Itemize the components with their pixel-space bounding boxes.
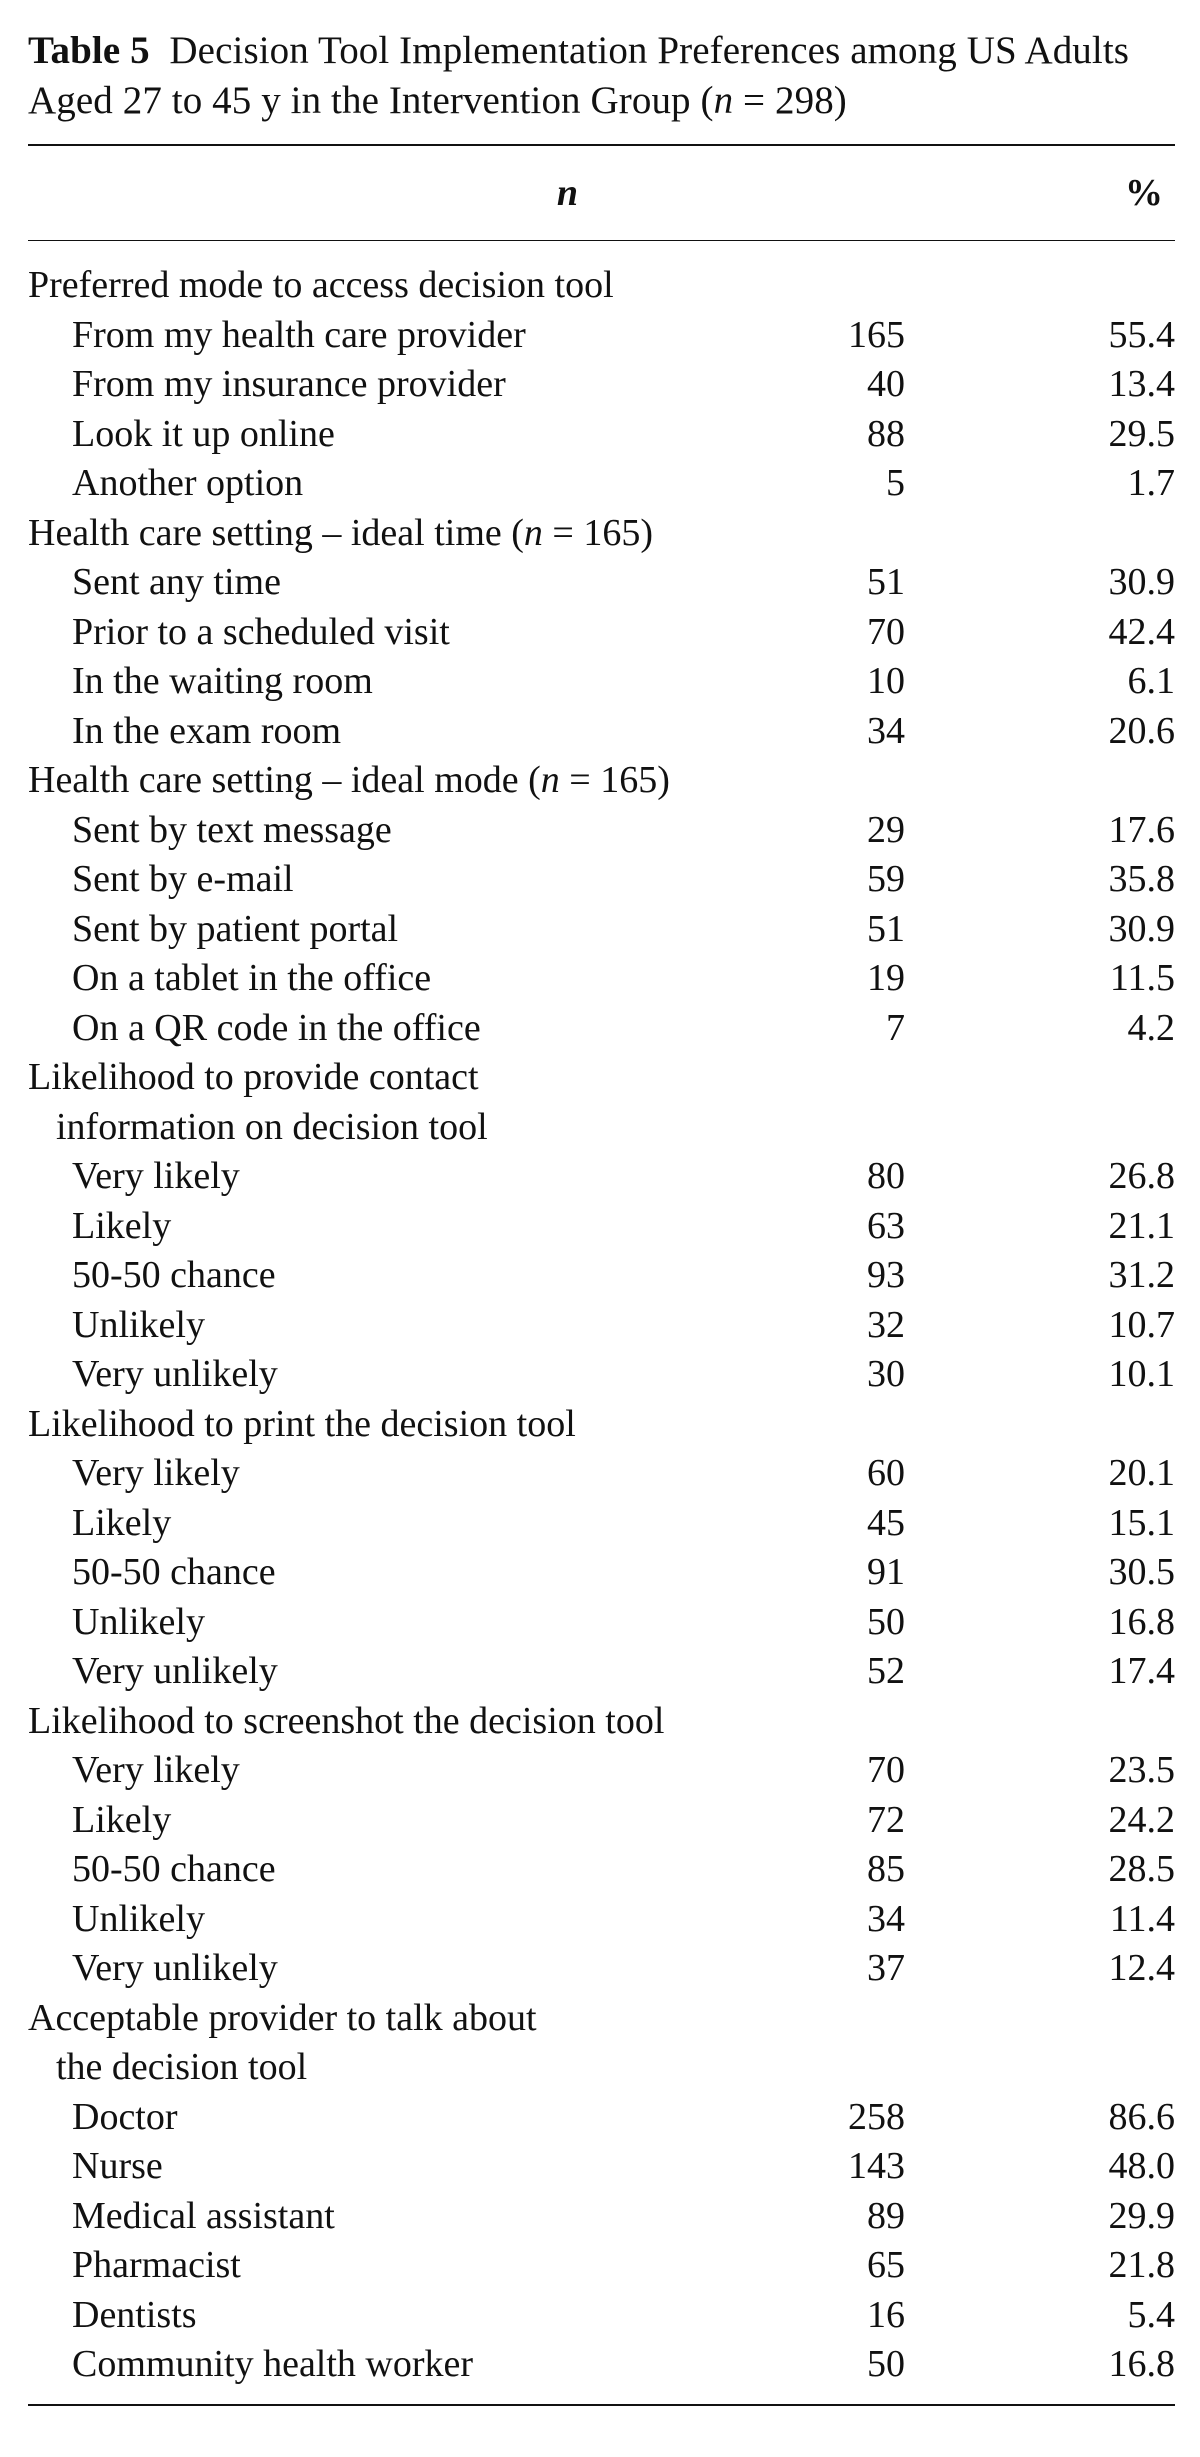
row-n: 65: [867, 2244, 905, 2286]
body-bottom-spacer: [28, 2390, 1175, 2404]
section-title: Likelihood to print the decision tool: [28, 1402, 576, 1445]
row-percent: 10.7: [1108, 1303, 1175, 1346]
row-percent: 15.1: [1108, 1501, 1175, 1544]
table-row: [28, 855, 1175, 905]
row-n: 34: [867, 709, 905, 752]
row-n: 88: [867, 412, 905, 455]
row-n: 89: [867, 2194, 905, 2237]
row-n: 143: [848, 2145, 905, 2187]
row-n: 52: [867, 1650, 905, 1692]
row-percent: 30.5: [1108, 1551, 1175, 1593]
row-percent: 29.9: [1108, 2194, 1175, 2237]
row-label: Nurse: [72, 2145, 163, 2187]
row-label: Sent any time: [72, 561, 281, 603]
section-title-part2: = 165): [542, 511, 654, 554]
row-percent: 31.2: [1108, 1254, 1175, 1296]
row-n: 7: [886, 1006, 905, 1049]
row-n: 5: [886, 462, 905, 504]
row-percent: 21.8: [1108, 2244, 1175, 2286]
row-percent: 16.8: [1108, 1600, 1175, 1643]
section-title-continuation-row: [28, 1103, 1175, 1153]
table-row: [28, 1202, 1175, 1252]
row-percent: 20.1: [1108, 1452, 1175, 1494]
row-percent: 12.4: [1108, 1947, 1175, 1989]
row-n: 34: [867, 1897, 905, 1940]
row-n: 45: [867, 1501, 905, 1544]
table-row: [28, 2291, 1175, 2341]
row-n: 70: [867, 1749, 905, 1791]
row-percent: 35.8: [1108, 858, 1175, 900]
table-row: [28, 1004, 1175, 1054]
table-row: [28, 1647, 1175, 1697]
row-percent: 5.4: [1127, 2293, 1175, 2336]
row-label: From my insurance provider: [72, 363, 506, 405]
table-row: [28, 1301, 1175, 1351]
row-label: Very unlikely: [72, 1947, 278, 1989]
row-n: 93: [867, 1254, 905, 1296]
row-label: 50-50 chance: [72, 1848, 276, 1890]
table-row: [28, 2093, 1175, 2143]
row-label: On a QR code in the office: [72, 1006, 481, 1049]
table-row: [28, 558, 1175, 608]
row-n: 37: [867, 1947, 905, 1989]
row-label: On a tablet in the office: [72, 957, 432, 999]
header-percent-column: %: [1125, 172, 1163, 214]
row-percent: 4.2: [1127, 1006, 1175, 1049]
row-label: Very likely: [72, 1749, 240, 1791]
section-title: Preferred mode to access decision tool: [28, 264, 614, 306]
table-row: [28, 954, 1175, 1004]
row-percent: 48.0: [1108, 2145, 1175, 2187]
row-n: 91: [867, 1551, 905, 1593]
section-title-n: n: [523, 511, 543, 554]
table-row: [28, 1944, 1175, 1994]
row-n: 85: [867, 1848, 905, 1890]
bottom-rule: [28, 2404, 1175, 2406]
row-percent: 21.1: [1108, 1204, 1175, 1247]
row-n: 19: [867, 957, 905, 999]
row-n: 50: [867, 2343, 905, 2385]
row-n: 10: [867, 660, 905, 702]
row-label: Very unlikely: [72, 1650, 278, 1692]
row-label: Very unlikely: [72, 1353, 278, 1395]
row-n: 80: [867, 1155, 905, 1197]
row-percent: 86.6: [1108, 2095, 1175, 2138]
header-row: [28, 146, 1175, 240]
table-row: [28, 1350, 1175, 1400]
row-label: Community health worker: [72, 2343, 474, 2385]
row-label: Likely: [72, 1798, 172, 1841]
section-title-continuation-row: [28, 2043, 1175, 2093]
table-row: [28, 1598, 1175, 1648]
row-n: 29: [867, 808, 905, 851]
row-n: 50: [867, 1600, 905, 1643]
table-row: [28, 1746, 1175, 1796]
section-title: Acceptable provider to talk about: [28, 1996, 537, 2039]
section-title-part1: Health care setting – ideal time (: [28, 511, 524, 554]
row-n: 51: [867, 561, 905, 603]
row-label: 50-50 chance: [72, 1551, 276, 1593]
row-label: Look it up online: [72, 412, 335, 455]
row-n: 30: [867, 1353, 905, 1395]
row-n: 32: [867, 1303, 905, 1346]
row-label: From my health care provider: [72, 313, 526, 356]
table-body: [28, 241, 1175, 2404]
row-percent: 55.4: [1108, 313, 1175, 356]
table-row: [28, 410, 1175, 460]
row-label: Sent by patient portal: [72, 907, 399, 950]
caption-text-part2: = 298): [733, 79, 847, 122]
table-row: [28, 2142, 1175, 2192]
row-n: 72: [867, 1798, 905, 1841]
header-n-column: n: [556, 172, 578, 214]
section-title-row: [28, 1400, 1175, 1450]
row-label: Doctor: [72, 2095, 178, 2138]
row-label: Likely: [72, 1501, 172, 1544]
row-percent: 23.5: [1108, 1749, 1175, 1791]
row-label: Likely: [72, 1204, 172, 1247]
section-title-part2: = 165): [559, 759, 670, 801]
section-title-row: [28, 261, 1175, 311]
body-top-spacer: [28, 241, 1175, 261]
row-percent: 24.2: [1108, 1798, 1175, 1841]
table-row: [28, 1251, 1175, 1301]
row-label: Pharmacist: [72, 2244, 241, 2286]
row-n: 59: [867, 858, 905, 900]
row-label: In the exam room: [72, 709, 342, 752]
data-table-body: [28, 241, 1175, 2404]
row-label: In the waiting room: [72, 660, 373, 702]
row-label: Another option: [72, 462, 304, 504]
row-label: Unlikely: [72, 1600, 205, 1643]
row-label: Prior to a scheduled visit: [72, 610, 450, 653]
row-label: Very likely: [72, 1452, 240, 1494]
row-percent: 17.4: [1108, 1650, 1175, 1692]
row-percent: 30.9: [1108, 561, 1175, 603]
row-percent: 10.1: [1108, 1353, 1175, 1395]
row-label: Unlikely: [72, 1303, 205, 1346]
row-n: 60: [867, 1452, 905, 1494]
table-row: [28, 707, 1175, 757]
table-row: [28, 360, 1175, 410]
table-row: [28, 1796, 1175, 1846]
caption-text-part1: Decision Tool Implementation Preferences among US Adults Aged 27 to 45 y in the Intervention Group (: [28, 29, 1130, 122]
section-title-part1: Health care setting – ideal mode (: [28, 759, 541, 801]
row-percent: 20.6: [1108, 709, 1175, 752]
row-percent: 42.4: [1108, 610, 1175, 653]
table-header: [28, 146, 1175, 240]
table-row: [28, 2340, 1175, 2390]
row-label: 50-50 chance: [72, 1254, 276, 1296]
section-title-row: [28, 756, 1175, 806]
row-percent: 26.8: [1108, 1155, 1175, 1197]
row-n: 16: [867, 2293, 905, 2336]
row-n: 63: [867, 1204, 905, 1247]
section-title: Likelihood to provide contact: [28, 1056, 479, 1098]
row-percent: 13.4: [1108, 363, 1175, 405]
row-n: 40: [867, 363, 905, 405]
table-row: [28, 905, 1175, 955]
section-title-continuation: information on decision tool: [56, 1105, 488, 1148]
row-percent: 16.8: [1108, 2343, 1175, 2385]
section-title-n: n: [540, 759, 560, 801]
data-table: [28, 146, 1175, 240]
table-row: [28, 311, 1175, 361]
section-title: Likelihood to screenshot the decision tool: [28, 1699, 665, 1742]
section-title-continuation: the decision tool: [56, 2046, 308, 2088]
row-label: Sent by e-mail: [72, 858, 294, 900]
table-row: [28, 2192, 1175, 2242]
table-row: [28, 1895, 1175, 1945]
row-percent: 28.5: [1108, 1848, 1175, 1890]
row-n: 70: [867, 610, 905, 653]
row-percent: 30.9: [1108, 907, 1175, 950]
row-percent: 11.5: [1109, 957, 1175, 999]
row-n: 51: [867, 907, 905, 950]
section-title-row: [28, 1697, 1175, 1747]
row-percent: 29.5: [1108, 412, 1175, 455]
table-row: [28, 1152, 1175, 1202]
section-title: [28, 756, 755, 806]
row-label: Unlikely: [72, 1897, 205, 1940]
table-row: [28, 459, 1175, 509]
table-caption: [28, 26, 1175, 126]
section-title-row: [28, 1053, 1175, 1103]
row-label: Sent by text message: [72, 808, 392, 851]
table-row: [28, 657, 1175, 707]
row-label: Dentists: [72, 2293, 197, 2336]
table-row: [28, 1548, 1175, 1598]
row-label: Very likely: [72, 1155, 240, 1197]
table-row: [28, 806, 1175, 856]
section-title: [28, 509, 755, 559]
row-percent: 6.1: [1127, 660, 1175, 702]
table-row: [28, 1449, 1175, 1499]
row-percent: 17.6: [1108, 808, 1175, 851]
table-label: Table 5: [28, 29, 150, 72]
row-percent: 1.7: [1127, 462, 1175, 504]
row-percent: 11.4: [1109, 1897, 1175, 1940]
table-row: [28, 1499, 1175, 1549]
row-label: Medical assistant: [72, 2194, 335, 2237]
table-row: [28, 2241, 1175, 2291]
section-title-row: [28, 509, 1175, 559]
table-row: [28, 608, 1175, 658]
table-row: [28, 1845, 1175, 1895]
caption-n-symbol: n: [713, 79, 734, 122]
row-n: 258: [848, 2095, 905, 2138]
section-title-row: [28, 1994, 1175, 2044]
row-n: 165: [848, 313, 905, 356]
